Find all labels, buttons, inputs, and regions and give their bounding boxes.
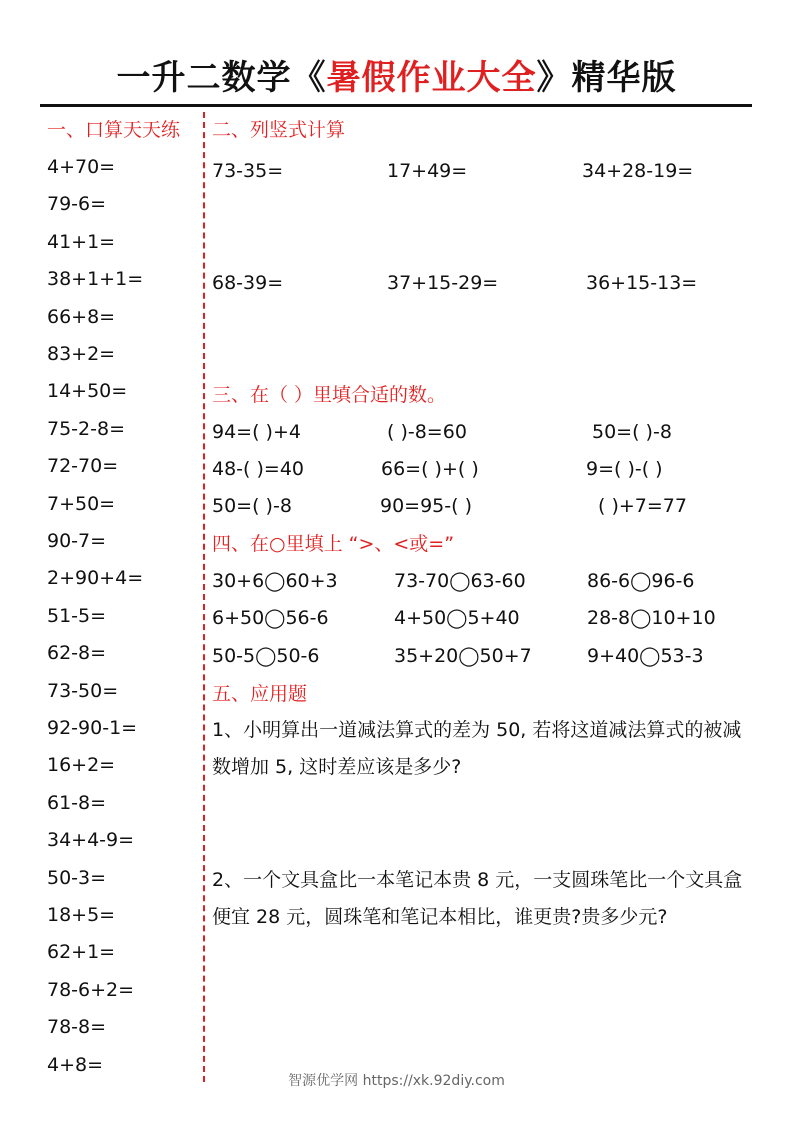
oral-calc-item: 72-70= [47,455,119,478]
oral-calc-item: 78-8= [47,1016,107,1039]
oral-calc-item: 73-50= [47,679,119,702]
compare-item: 73-70◯63-60 [394,570,526,592]
column-divider [203,112,205,1082]
oral-calc-item: 83+2= [47,343,116,365]
fill-blank-item: 50=( )-8 [592,421,672,443]
section4-heading: 四、在○里填上 “>、<或=” [212,533,455,555]
vertical-calc-item: 73-35= [212,160,284,182]
oral-calc-item: 18+5= [47,904,116,926]
compare-item: 6+50◯56-6 [212,607,329,629]
vertical-calc-item: 37+15-29= [387,272,499,294]
section2-heading: 二、列竖式计算 [212,119,346,141]
oral-calc-item: 34+4-9= [47,829,135,852]
oral-calc-item: 41+1= [47,230,116,253]
fill-blank-item: 50=( )-8 [212,495,292,517]
oral-calc-item: 2+90+4= [47,567,144,590]
compare-item: 50-5◯50-6 [212,645,320,667]
title-prefix: 一升二数学《 [116,58,327,98]
word-problem-2: 2、一个文具盒比一本笔记本贵 8 元，一支圆珠笔比一个文具盒便宜 28 元，圆珠笔和笔记本相比，谁更贵?贵多少元? [212,869,743,928]
oral-calc-item: 75-2-8= [47,417,125,440]
page-title [0,52,793,104]
oral-calc-item: 90-7= [47,530,107,552]
oral-calc-item: 78-6+2= [47,978,135,1001]
oral-calc-item: 50-3= [47,866,107,889]
oral-calc-item: 51-5= [47,604,107,627]
oral-calc-item: 14+50= [47,380,128,403]
oral-calc-item: 4+70= [47,156,116,178]
word-problem-1: 1、小明算出一道减法算式的差为 50, 若将这道减法算式的被减数增加 5, 这时差应该是多少? [212,719,742,778]
title-highlight: 暑假作业大全 [326,58,537,98]
oral-calc-item: 4+8= [47,1053,104,1076]
fill-blank-item: 90=95-( ) [380,495,472,517]
fill-blank-item: 94=( )+4 [212,421,301,443]
oral-calc-item: 62-8= [47,642,107,665]
oral-calc-item: 16+2= [47,754,116,777]
footer-watermark: 智源优学网 https://xk.92diy.com [288,1073,505,1089]
oral-calc-item: 79-6= [47,193,107,216]
vertical-calc-item: 36+15-13= [586,272,698,294]
oral-calc-item: 62+1= [47,941,116,964]
compare-item: 35+20◯50+7 [394,645,532,667]
vertical-calc-item: 68-39= [212,272,284,294]
fill-blank-item: ( )+7=77 [598,495,687,517]
fill-blank-item: 9=( )-( ) [586,458,663,480]
compare-item: 30+6◯60+3 [212,570,338,592]
oral-calc-item: 7+50= [47,492,116,515]
compare-item: 28-8◯10+10 [587,607,716,629]
fill-blank-item: 66=( )+( ) [381,458,479,480]
section5-heading: 五、应用题 [212,683,308,705]
title-underline [40,104,752,107]
oral-calc-item: 38+1+1= [47,268,144,291]
vertical-calc-item: 34+28-19= [582,160,694,182]
title-suffix: 》精华版 [536,58,677,98]
section1-heading: 一、口算天天练 [47,119,181,141]
oral-calc-item: 66+8= [47,305,116,328]
compare-item: 4+50◯5+40 [394,607,520,629]
oral-calc-item: 61-8= [47,791,107,814]
fill-blank-item: 48-( )=40 [212,458,304,480]
compare-item: 9+40◯53-3 [587,645,704,667]
section3-heading: 三、在（ ）里填合适的数。 [212,384,447,406]
compare-item: 86-6◯96-6 [587,570,695,592]
fill-blank-item: ( )-8=60 [387,421,467,443]
vertical-calc-item: 17+49= [387,160,468,182]
oral-calc-item: 92-90-1= [47,717,138,739]
